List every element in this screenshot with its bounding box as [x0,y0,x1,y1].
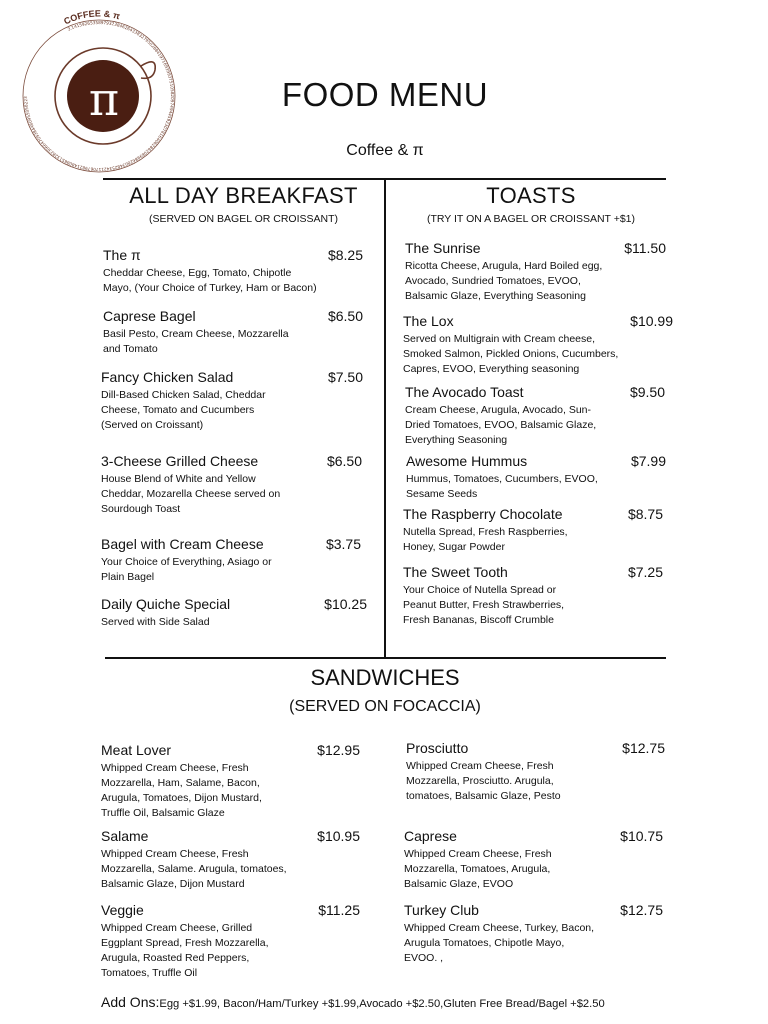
item-name: 3-Cheese Grilled Cheese [101,453,259,469]
item-description: House Blend of White and Yellow Cheddar, Mozarella Cheese served on Sourdough Toast [101,473,281,515]
menu-item [101,453,362,517]
item-description: Whipped Cream Cheese, Fresh Mozzarella, Salame. Arugula, tomatoes, Balsamic Glaze, Dijon Mustard [101,848,287,890]
add-ons-text: Egg +$1.99, Bacon/Ham/Turkey +$1.99,Avocado +$2.50,Gluten Free Bread/Bagel +$2.50 [159,998,605,1010]
sandwiches-section-note: (SERVED ON FOCACCIA) [289,698,481,715]
item-description: Dill-Based Chicken Salad, Cheddar Cheese, Tomato and Cucumbers (Served on Croissant) [101,389,266,431]
item-description: Whipped Cream Cheese, Fresh Mozzarella, Ham, Salame, Bacon, Arugula, Tomatoes, Dijon Mustard, Truffle Oil, Balsamic Glaze [101,762,262,819]
item-price: $7.25 [627,564,663,580]
item-price: $10.25 [324,596,367,612]
menu-item [406,453,666,502]
item-price: $11.50 [624,240,666,256]
item-name: The Sunrise [405,240,481,256]
page-title: FOOD MENU [281,76,489,113]
item-description: Your Choice of Nutella Spread or Peanut Butter, Fresh Strawberries, Fresh Bananas, Biscoff Crumble [403,584,565,626]
item-description: Nutella Spread, Fresh Raspberries, Honey, Sugar Powder [403,526,568,553]
middle-rule [105,657,666,659]
item-description: Hummus, Tomatoes, Cucumbers, EVOO, Sesame Seeds [406,473,598,500]
logo-digit-ring: 3.14159265358979323846264338327950288419716939937510582097494459230781640628620899862803482534211706798214808651328230664709384460955058223 [22,19,176,173]
menu-item [404,902,663,966]
item-price: $12.75 [620,902,663,918]
item-price: $8.75 [627,506,663,522]
item-description: Whipped Cream Cheese, Grilled Eggplant Spread, Fresh Mozzarella, Arugula, Roasted Red Peppers, Tomatoes, Truffle Oil [101,922,269,979]
item-price: $3.75 [325,536,361,552]
menu-item [403,506,663,555]
item-price: $11.25 [318,902,360,918]
menu-item [403,564,663,628]
menu-item [101,828,360,892]
menu-item [103,308,363,357]
menu-item [101,902,360,981]
item-price: $12.95 [317,742,360,758]
item-name: The Avocado Toast [405,384,524,400]
item-price: $10.95 [317,828,360,844]
menu-item [103,247,363,296]
item-name: Bagel with Cream Cheese [101,536,264,552]
toasts-section-note: (TRY IT ON A BAGEL OR CROISSANT +$1) [426,213,636,225]
menu-item [101,596,367,630]
item-price: $10.99 [630,313,673,329]
item-name: Salame [101,828,149,844]
item-price: $7.99 [630,453,666,469]
menu-item [403,313,673,377]
add-ons-line [101,994,741,1012]
add-ons-label: Add Ons: [101,994,160,1010]
menu-item [404,828,663,892]
item-name: The Raspberry Chocolate [403,506,563,522]
menu-item [405,384,665,448]
item-name: Caprese Bagel [103,308,196,324]
column-divider [384,178,386,658]
item-description: Whipped Cream Cheese, Fresh Mozzarella, Prosciutto. Arugula, tomatoes, Balsamic Glaze, Pesto [406,760,561,802]
item-description: Served with Side Salad [101,616,210,628]
menu-item [406,740,665,804]
menu-item [405,240,666,304]
item-description: Cream Cheese, Arugula, Avocado, Sun- Dried Tomatoes, EVOO, Balsamic Glaze, Everything Seasoning [405,404,597,446]
item-price: $9.50 [629,384,665,400]
logo-pi-symbol: π [88,72,120,126]
item-price: $6.50 [327,308,363,324]
logo-ring-title: COFFEE & π [62,8,122,27]
item-description: Ricotta Cheese, Arugula, Hard Boiled egg, Avocado, Sundried Tomatoes, EVOO, Balsamic Glaze, Everything Seasoning [405,260,603,302]
item-price: $6.50 [326,453,362,469]
item-description: Your Choice of Everything, Asiago or Plain Bagel [101,556,272,583]
breakfast-section-title: ALL DAY BREAKFAST [129,183,358,208]
item-description: Cheddar Cheese, Egg, Tomato, Chipotle Mayo, (Your Choice of Turkey, Ham or Bacon) [103,267,317,294]
item-name: Turkey Club [404,902,479,918]
page-subtitle: Coffee & π [346,142,424,159]
menu-item [101,742,360,821]
item-name: The Sweet Tooth [403,564,508,580]
item-name: Awesome Hummus [406,453,528,469]
item-description: Whipped Cream Cheese, Turkey, Bacon, Arugula Tomatoes, Chipotle Mayo, EVOO. , [404,922,595,964]
item-price: $7.50 [327,369,363,385]
item-name: Prosciutto [406,740,469,756]
toasts-section-title: TOASTS [486,183,576,208]
item-price: $10.75 [620,828,663,844]
item-description: Whipped Cream Cheese, Fresh Mozzarella, Tomatoes, Arugula, Balsamic Glaze, EVOO [404,848,552,890]
coffee-pi-logo [18,6,180,178]
breakfast-section-note: (SERVED ON BAGEL OR CROISSANT) [148,213,339,225]
menu-item [101,369,363,433]
item-name: The π [103,247,141,263]
item-name: Veggie [101,902,144,918]
item-price: $12.75 [622,740,665,756]
sandwiches-section-title: SANDWICHES [310,665,460,690]
item-description: Served on Multigrain with Cream cheese, Smoked Salmon, Pickled Onions, Cucumbers, Capres, EVOO, Everything seasoning [403,333,619,375]
item-name: Meat Lover [101,742,172,758]
item-description: Basil Pesto, Cream Cheese, Mozzarella and Tomato [103,328,289,355]
item-name: The Lox [403,313,454,329]
item-name: Caprese [404,828,457,844]
item-price: $8.25 [327,247,363,263]
menu-item [101,536,361,585]
item-name: Fancy Chicken Salad [101,369,234,385]
item-name: Daily Quiche Special [101,596,231,612]
